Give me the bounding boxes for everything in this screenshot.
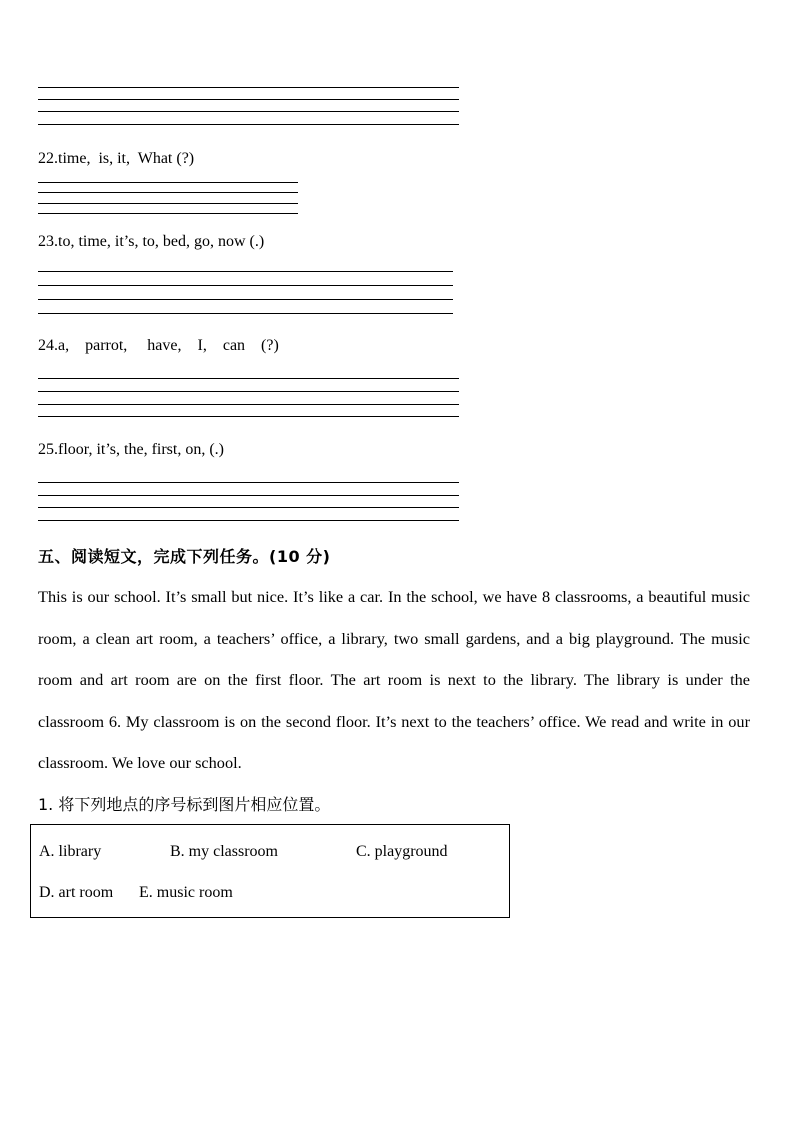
answer-line bbox=[38, 271, 453, 272]
question-24 bbox=[38, 337, 279, 355]
task-instruction: 1. 将下列地点的序号标到图片相应位置。 bbox=[38, 795, 331, 814]
answer-line bbox=[38, 182, 298, 183]
answer-line bbox=[38, 391, 459, 392]
question-number: 24 bbox=[38, 337, 54, 354]
answer-line bbox=[38, 124, 459, 125]
question-number: 22 bbox=[38, 150, 54, 167]
question-25 bbox=[38, 441, 224, 459]
answer-line bbox=[38, 313, 453, 314]
answer-line bbox=[38, 87, 459, 88]
answer-line bbox=[38, 111, 459, 112]
answer-line bbox=[38, 299, 453, 300]
question-text: .a, parrot, have, I, can (?) bbox=[54, 337, 279, 354]
answer-line bbox=[38, 482, 459, 483]
answer-line bbox=[38, 404, 459, 405]
answer-line bbox=[38, 416, 459, 417]
option-a: A. library bbox=[39, 843, 102, 860]
answer-line bbox=[38, 192, 298, 193]
question-number: 25 bbox=[38, 441, 54, 458]
option-c: C. playground bbox=[356, 843, 448, 860]
question-text: .floor, it’s, the, first, on, (.) bbox=[54, 441, 224, 458]
answer-line bbox=[38, 99, 459, 100]
answer-line bbox=[38, 520, 459, 521]
answer-line bbox=[38, 203, 298, 204]
options-box bbox=[30, 824, 510, 918]
question-text: .time, is, it, What (?) bbox=[54, 150, 195, 167]
option-e: E. music room bbox=[139, 884, 233, 901]
answer-line bbox=[38, 378, 459, 379]
reading-passage: This is our school. It’s small but nice. It’s like a car. In the school, we have 8 classrooms, a beautiful music room, a clean art room, a teachers’ office, a library, two small gardens, and a big playground. The music room and art room are on the first floor. The art room is next to the library. The library is under the classroom 6. My classroom is on the second floor. It’s next to the teachers’ office. We read and write in our classroom. We love our school. bbox=[38, 587, 750, 773]
option-b: B. my classroom bbox=[170, 843, 278, 860]
answer-line bbox=[38, 213, 298, 214]
answer-line bbox=[38, 285, 453, 286]
option-d: D. art room bbox=[39, 884, 114, 901]
question-number: 23 bbox=[38, 233, 54, 250]
answer-line bbox=[38, 495, 459, 496]
section-title: 五、阅读短文，完成下列任务。(10 分) bbox=[38, 547, 331, 566]
question-text: .to, time, it’s, to, bed, go, now (.) bbox=[54, 233, 265, 250]
question-22 bbox=[38, 150, 194, 168]
question-23 bbox=[38, 233, 264, 251]
answer-line bbox=[38, 507, 459, 508]
